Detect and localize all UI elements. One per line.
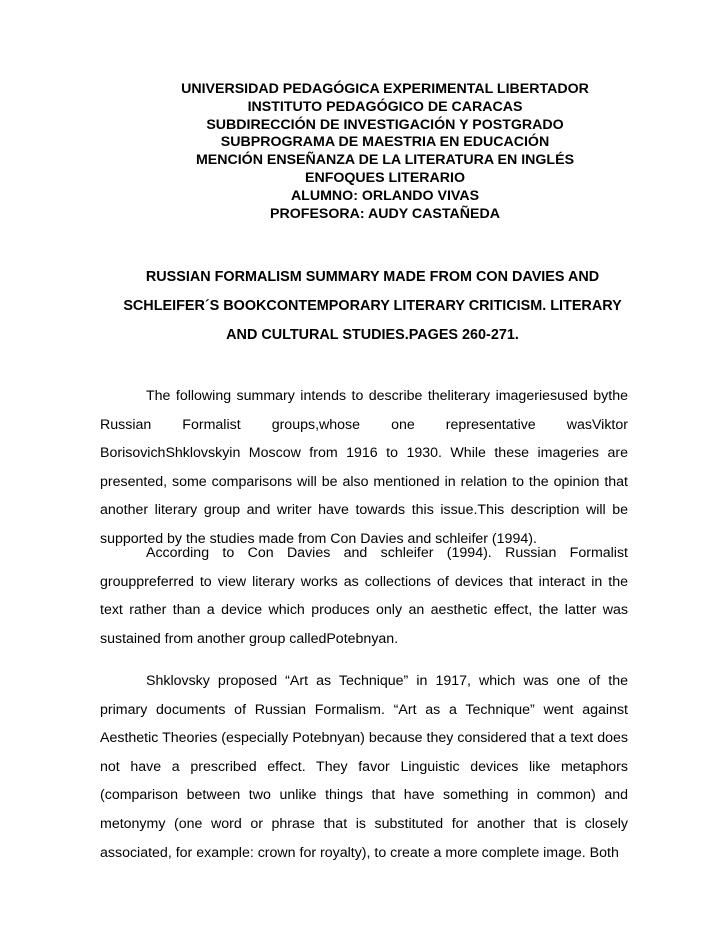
header-line-mention: MENCIÓN ENSEÑANZA DE LA LITERATURA EN INGLÉS	[195, 152, 575, 169]
paragraph-davies-schleifer: According to Con Davies and schleifer (1994). Russian Formalist grouppreferred to view literary works as collections of devices that interact in the text rather than a device which produces only an aesthetic effect, the latter was sustained from another group calledPotebnyan.	[100, 545, 628, 647]
header-line-subdirectorate: SUBDIRECCIÓN DE INVESTIGACIÓN Y POSTGRADO	[206, 116, 564, 133]
institution-header	[0, 81, 728, 223]
title-line-3: AND CULTURAL STUDIES.PAGES 260-271.	[226, 326, 519, 343]
header-line-student: ALUMNO: ORLANDO VIVAS	[290, 187, 480, 204]
paragraph-block-2	[100, 539, 628, 653]
paragraph-intro: The following summary intends to describe theliterary imageriesused bythe Russian Formalist groups,whose one representative wasViktor BorisovichShklovskyin Moscow from 1916 to 1930. While these imageries are presented, some comparisons will be also mentioned in relation to the opinion that another literary group and writer have towards this issue.This description will be supported by the studies made from Con Davies and schleifer (1994).	[100, 388, 628, 547]
header-line-course: ENFOQUES LITERARIO	[304, 169, 465, 186]
paragraph-block-1	[100, 382, 628, 554]
title-line-1: RUSSIAN FORMALISM SUMMARY MADE FROM CON DAVIES AND	[145, 269, 600, 285]
title-line-2: SCHLEIFER´S BOOKCONTEMPORARY LITERARY CRITICISM. LITERARY	[123, 297, 622, 314]
header-line-institute: INSTITUTO PEDAGÓGICO DE CARACAS	[247, 98, 523, 115]
paragraph-block-3	[100, 667, 628, 867]
header-line-professor: PROFESORA: AUDY CASTAÑEDA	[270, 205, 500, 222]
header-line-university: UNIVERSIDAD PEDAGÓGICA EXPERIMENTAL LIBERTADOR	[181, 81, 589, 97]
paragraph-art-as-technique: Shklovsky proposed “Art as Technique” in 1917, which was one of the primary documents of Russian Formalism. “Art as a Technique” went against Aesthetic Theories (especially Potebnyan) because they considered that a text does not have a prescribed effect. They favor Linguistic devices like metaphors (comparison between two unlike things that have something in common) and metonymy (one word or phrase that is substituted for another that is closely associated, for example: crown for royalty), to create a more complete image. Both	[100, 673, 628, 861]
header-line-subprogram: SUBPROGRAMA DE MAESTRIA EN EDUCACIÓN	[220, 134, 550, 151]
document-title	[100, 263, 645, 349]
